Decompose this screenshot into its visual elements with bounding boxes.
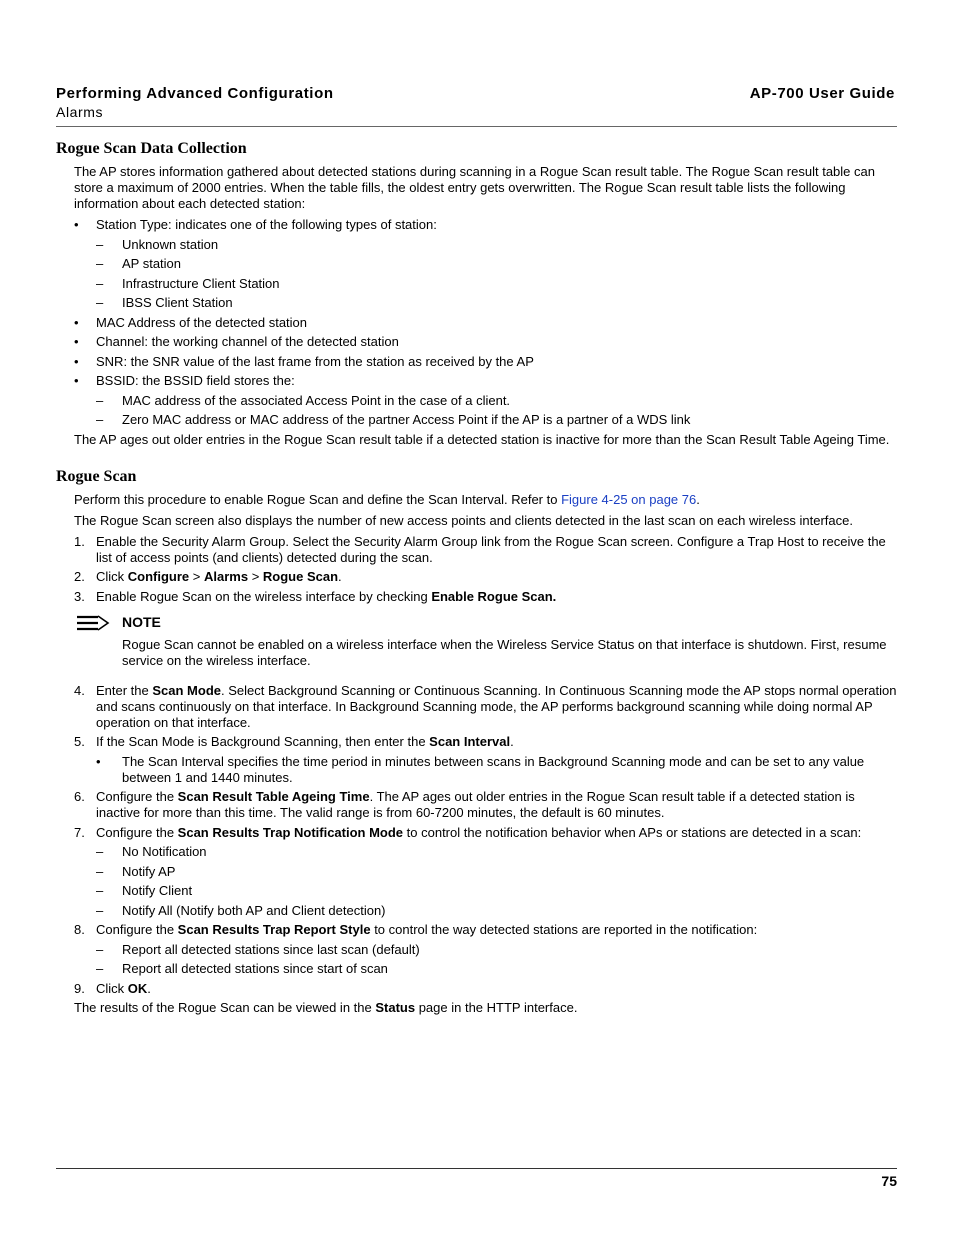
step-number: 4. xyxy=(74,682,85,698)
sub-list-item-text: Notify AP xyxy=(122,863,176,879)
sub-list-item xyxy=(56,864,898,880)
dash-marker: – xyxy=(96,412,104,427)
sub-list-item xyxy=(56,961,898,977)
step-text: If the Scan Mode is Background Scanning, then enter the Scan Interval. xyxy=(96,734,514,749)
note-pencil-icon xyxy=(76,615,110,634)
step-number: 1. xyxy=(74,533,85,549)
section-heading-rogue-scan: Rogue Scan xyxy=(56,467,137,485)
list-item xyxy=(56,217,898,233)
sub-list-item xyxy=(56,295,898,311)
list-item-text: MAC Address of the detected station xyxy=(96,314,308,330)
list-item xyxy=(56,373,898,389)
dash-marker: – xyxy=(96,295,104,310)
dash-marker: – xyxy=(96,256,104,271)
dash-marker: – xyxy=(96,863,104,879)
paragraph: The results of the Rogue Scan can be viewed in the Status page in the HTTP interface. xyxy=(74,1000,578,1015)
bullet-marker: • xyxy=(74,314,79,330)
sub-list-item-text: Unknown station xyxy=(122,236,219,252)
sub-list-item-text: Report all detected stations since last scan (default) xyxy=(122,941,420,957)
header-rule xyxy=(56,126,897,127)
figure-link[interactable]: Figure 4-25 on page 76 xyxy=(561,491,697,507)
sub-list-item-text: Infrastructure Client Station xyxy=(122,275,280,291)
bullet-marker: • xyxy=(74,217,79,232)
step-number: 6. xyxy=(74,789,85,804)
footer-rule xyxy=(56,1168,897,1169)
sub-list-item-text: MAC address of the associated Access Point in the case of a client. xyxy=(122,392,511,408)
sub-list-item xyxy=(56,412,898,428)
paragraph-text: Perform this procedure to enable Rogue Scan and define the Scan Interval. Refer to xyxy=(74,491,562,507)
bullet-marker: • xyxy=(74,334,79,349)
dash-marker: – xyxy=(96,844,104,859)
step-item xyxy=(56,789,898,821)
header-chapter-title: Performing Advanced Configuration xyxy=(56,85,334,102)
dash-marker: – xyxy=(96,961,104,976)
page-number: 75 xyxy=(881,1173,897,1189)
list-item xyxy=(56,315,898,331)
step-text: Configure the Scan Results Trap Report Style to control the way detected stations are reported in the notification: xyxy=(96,922,758,937)
list-item xyxy=(56,334,898,350)
header-guide-title: AP-700 User Guide xyxy=(749,85,895,102)
list-item-text: Channel: the working channel of the detected station xyxy=(96,334,399,349)
page-body xyxy=(56,139,898,1021)
sub-list-item-text: Zero MAC address or MAC address of the partner Access Point if the AP is a partner of a WDS link xyxy=(122,412,691,427)
section-heading-data-collection: Rogue Scan Data Collection xyxy=(56,140,247,157)
step-text: Click OK. xyxy=(96,980,151,996)
step-number: 8. xyxy=(74,922,85,937)
sub-list-item-text: Notify All (Notify both AP and Client detection) xyxy=(122,902,386,918)
sub-list-item-text: Notify Client xyxy=(122,883,193,898)
sub-list-item xyxy=(56,844,898,860)
step-item xyxy=(56,683,898,731)
paragraph-text: . xyxy=(696,491,700,507)
bullet-marker: • xyxy=(96,753,101,769)
step-number: 5. xyxy=(74,734,85,749)
step-text: Click Configure > Alarms > Rogue Scan. xyxy=(96,569,342,584)
dash-marker: – xyxy=(96,392,104,408)
header-section-title: Alarms xyxy=(56,104,104,120)
sub-list-item-text: IBSS Client Station xyxy=(122,295,233,310)
step-text: Enter the Scan Mode. Select Background Scanning or Continuous Scanning. In Continuous Scanning mode the AP stops normal operation and scans continuously on that interface. In Background Scanning mode, the AP performs background scanning while doing normal AP operation on that interface. xyxy=(96,682,897,730)
step-text: Configure the Scan Results Trap Notification Mode to control the notification behavior when APs or stations are detected in a scan: xyxy=(96,824,862,840)
list-item-text: BSSID: the BSSID field stores the: xyxy=(96,373,295,388)
paragraph: The AP ages out older entries in the Rogue Scan result table if a detected station is inactive for more than the Scan Result Table Ageing Time. xyxy=(74,431,890,447)
sub-list-item-text: Report all detected stations since start of scan xyxy=(122,961,388,976)
sub-list-item xyxy=(56,256,898,272)
dash-marker: – xyxy=(96,941,104,957)
sub-list-item-text: No Notification xyxy=(122,844,207,859)
step-number: 3. xyxy=(74,588,85,604)
sub-list-item xyxy=(56,276,898,292)
step-text: Enable Rogue Scan on the wireless interface by checking Enable Rogue Scan. xyxy=(96,588,557,604)
sub-list-item xyxy=(56,754,898,786)
bullet-marker: • xyxy=(74,373,79,388)
step-text: Enable the Security Alarm Group. Select the Security Alarm Group link from the Rogue Scan screen. Configure a Trap Host to receive the list of access points (and clients) detected during the scan. xyxy=(96,533,886,565)
step-item xyxy=(56,534,898,566)
sub-list-item-text: AP station xyxy=(122,256,182,271)
list-item-text: Station Type: indicates one of the following types of station: xyxy=(96,217,437,232)
sub-list-item xyxy=(56,237,898,253)
dash-marker: – xyxy=(96,275,104,291)
step-number: 9. xyxy=(74,980,85,996)
paragraph: The AP stores information gathered about detected stations during scanning in a Rogue Scan result table. The Rogue Scan result table can store a maximum of 2000 entries. When the table fills, the oldest entry gets overwritten. The Rogue Scan result table lists the following information about each detected station: xyxy=(74,164,875,211)
step-number: 7. xyxy=(74,824,85,840)
step-item xyxy=(56,825,898,841)
step-item xyxy=(56,569,898,585)
dash-marker: – xyxy=(96,883,104,898)
step-item xyxy=(56,922,898,938)
step-item xyxy=(56,734,898,750)
note-label: NOTE xyxy=(122,613,161,630)
sub-list-item-text: The Scan Interval specifies the time period in minutes between scans in Background Scanning mode and can be set to any value between 1 and 1440 minutes. xyxy=(122,753,865,785)
bullet-marker: • xyxy=(74,353,79,369)
note-text: Rogue Scan cannot be enabled on a wireless interface when the Wireless Service Status on that interface is shutdown. First, resume service on the wireless interface. xyxy=(122,636,887,668)
step-text: Configure the Scan Result Table Ageing Time. The AP ages out older entries in the Rogue Scan result table if a detected station is inactive for more than this time. The valid range is from 60-7200 minutes, the default is 60 minutes. xyxy=(96,789,855,820)
list-item xyxy=(56,354,898,370)
sub-list-item xyxy=(56,883,898,899)
dash-marker: – xyxy=(96,236,104,252)
paragraph-with-link xyxy=(74,492,898,508)
sub-list-item xyxy=(56,903,898,919)
note-box xyxy=(56,613,898,669)
step-item xyxy=(56,981,898,997)
paragraph: The Rogue Scan screen also displays the number of new access points and clients detected in the last scan on each wireless interface. xyxy=(74,512,853,528)
list-item-text: SNR: the SNR value of the last frame from the station as received by the AP xyxy=(96,353,534,369)
step-item xyxy=(56,589,898,605)
sub-list-item xyxy=(56,942,898,958)
step-number: 2. xyxy=(74,569,85,584)
sub-list-item xyxy=(56,393,898,409)
dash-marker: – xyxy=(96,902,104,918)
